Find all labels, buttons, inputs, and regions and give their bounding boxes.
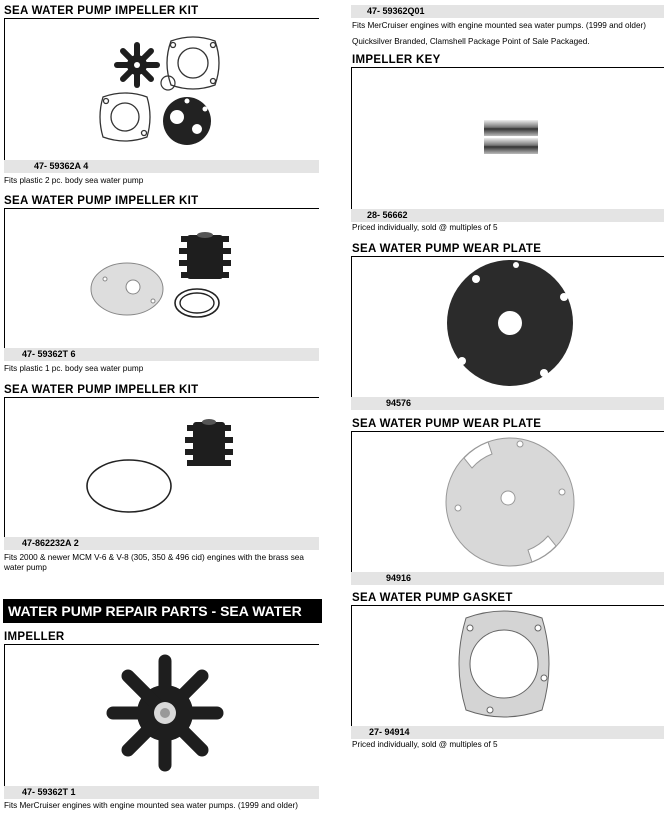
key-description: Priced individually, sold @ multiples of 5 <box>352 223 498 232</box>
plate2-part-number: 94916 <box>351 572 664 585</box>
gasket-description: Priced individually, sold @ multiples of 5 <box>352 740 498 749</box>
gasket-image-frame <box>351 605 664 726</box>
impeller-kit-2pc-illustration <box>5 19 320 161</box>
plate1-part-number: 94576 <box>351 397 664 410</box>
plate1-title: SEA WATER PUMP WEAR PLATE <box>352 243 542 255</box>
kit2-image-frame <box>4 208 319 348</box>
kit3-title: SEA WATER PUMP IMPELLER KIT <box>4 384 199 396</box>
kit1-description: Fits plastic 2 pc. body sea water pump <box>4 176 144 185</box>
impeller-title: IMPELLER <box>4 631 65 643</box>
gasket-illustration <box>352 606 664 727</box>
impeller-description: Fits MerCruiser engines with engine mounted sea water pumps. (1999 and older) <box>4 801 298 810</box>
plate2-title: SEA WATER PUMP WEAR PLATE <box>352 418 542 430</box>
plate2-image-frame <box>351 431 664 572</box>
kit2-description: Fits plastic 1 pc. body sea water pump <box>4 364 144 373</box>
kit1-image-frame <box>4 18 319 160</box>
impeller-part-number: 47- 59362T 1 <box>4 786 319 799</box>
gasket-part-number: 27- 94914 <box>351 726 664 739</box>
wear-plate-light-illustration <box>352 432 664 573</box>
key-image-frame <box>351 67 664 209</box>
key-title: IMPELLER KEY <box>352 54 441 66</box>
kit3-part-number: 47-862232A 2 <box>4 537 319 550</box>
key-part-number: 28- 56662 <box>351 209 664 222</box>
gasket-title: SEA WATER PUMP GASKET <box>352 592 513 604</box>
kit2-title: SEA WATER PUMP IMPELLER KIT <box>4 195 199 207</box>
kit1-part-number: 47- 59362A 4 <box>4 160 319 173</box>
top-description-2: Quicksilver Branded, Clamshell Package Point of Sale Packaged. <box>352 37 590 46</box>
plate1-image-frame <box>351 256 664 397</box>
impeller-kit-v8-illustration <box>5 398 320 538</box>
impeller-image-frame <box>4 644 319 786</box>
kit3-image-frame <box>4 397 319 537</box>
kit2-part-number: 47- 59362T 6 <box>4 348 319 361</box>
impeller-kit-1pc-illustration <box>5 209 320 349</box>
section-banner: WATER PUMP REPAIR PARTS - SEA WATER <box>3 599 322 623</box>
kit1-title: SEA WATER PUMP IMPELLER KIT <box>4 5 199 17</box>
wear-plate-dark-illustration <box>352 257 664 398</box>
impeller-illustration <box>5 645 320 787</box>
top-part-number: 47- 59362Q01 <box>351 5 664 18</box>
top-description-1: Fits MerCruiser engines with engine mounted sea water pumps. (1999 and older) <box>352 21 646 30</box>
kit3-description: Fits 2000 & newer MCM V-6 & V-8 (305, 350 & 496 cid) engines with the brass sea water pump <box>4 553 304 572</box>
impeller-key-illustration <box>352 68 664 210</box>
